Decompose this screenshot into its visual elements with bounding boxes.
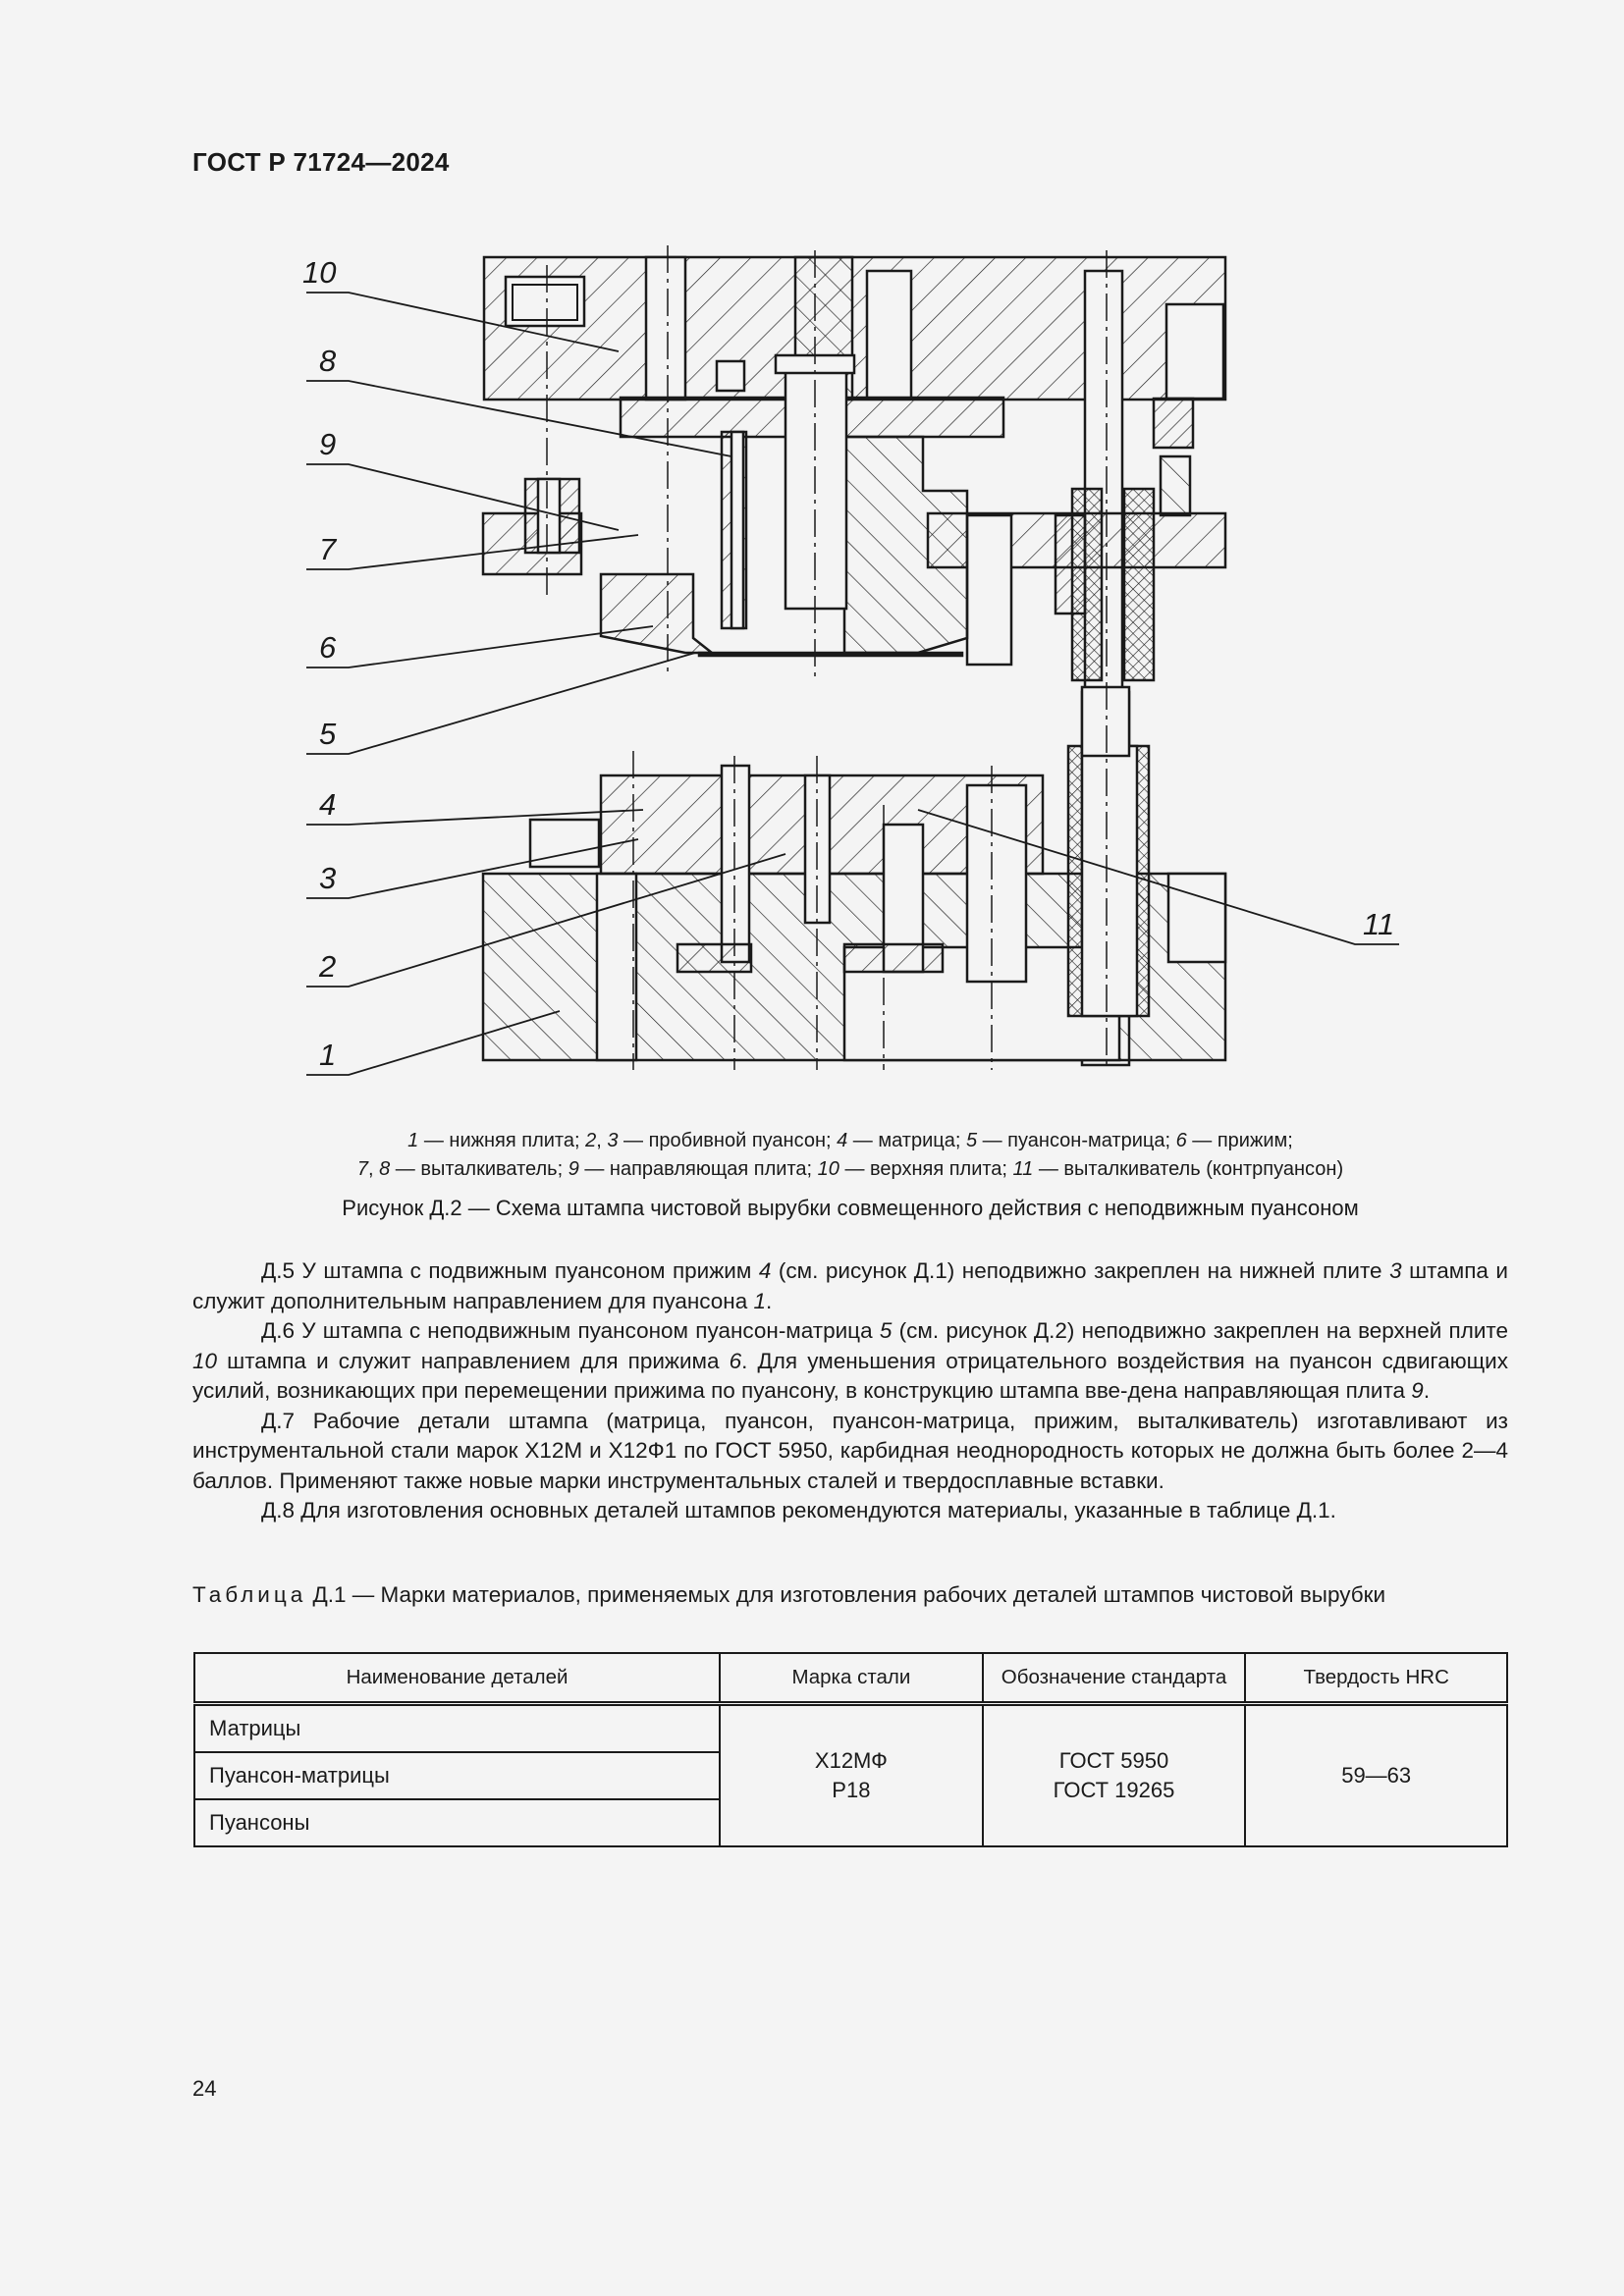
legend-item-number: 7 — [356, 1158, 368, 1180]
legend-item-text: — выталкиватель (контрпуансон) — [1033, 1158, 1344, 1180]
reference-number: 6 — [729, 1348, 742, 1373]
lower-die-assembly — [483, 687, 1225, 1060]
reference-number: 5 — [879, 1318, 893, 1343]
paragraph-d7 — [192, 1407, 1508, 1497]
reference-number: 3 — [1389, 1258, 1402, 1283]
legend-item-text: , — [596, 1130, 608, 1151]
paragraph-text: Д.7 Рабочие детали штампа (матрица, пуансон, пуансон-матрица, прижим, выталкиватель) изготавливают из инструментальной стали марок Х12М и Х12Ф1 по ГОСТ 5950, карбидная неоднородность которых не должна быть более 2—4 баллов. Применяют также новые марки инструментальных сталей и твердосплавные вставки. — [192, 1408, 1508, 1493]
legend-item-number: 8 — [379, 1158, 391, 1180]
legend-item-number: 2 — [585, 1130, 597, 1151]
hardness-cell: 59—63 — [1245, 1704, 1507, 1847]
header-part-name: Наименование деталей — [194, 1653, 720, 1704]
table-header-row — [194, 1653, 1507, 1704]
legend-item-text: — нижняя плита; — [418, 1130, 586, 1151]
figure-legend-line-1 — [192, 1127, 1508, 1155]
table-label: Таблица — [192, 1582, 307, 1607]
reference-number: 9 — [1411, 1378, 1424, 1403]
legend-item-text: , — [367, 1158, 380, 1180]
legend-item-text: — пуансон-матрица; — [977, 1130, 1176, 1151]
paragraph-text: (см. рисунок Д.2) неподвижно закреплен на верхней плите — [892, 1318, 1509, 1343]
callout-3: 3 — [319, 861, 337, 895]
paragraph-text: (см. рисунок Д.1) неподвижно закреплен на нижней плите — [771, 1258, 1390, 1283]
table-row — [194, 1704, 1507, 1753]
legend-item-number: 5 — [965, 1130, 978, 1151]
part-name-cell: Пуансон-матрицы — [194, 1752, 720, 1799]
paragraph-d6 — [192, 1316, 1508, 1407]
paragraph-text: штампа и служит направлением для прижима — [217, 1348, 730, 1373]
legend-item-text: — верхняя плита; — [839, 1158, 1013, 1180]
legend-item-number: 4 — [837, 1130, 848, 1151]
paragraph-text: Д.8 Для изготовления основных деталей штампов рекомендуются материалы, указанные в таблице Д.1. — [261, 1498, 1336, 1522]
paragraph-text: Д.6 У штампа с неподвижным пуансоном пуансон-матрица — [261, 1318, 880, 1343]
reference-number: 4 — [758, 1258, 772, 1283]
standard-1: ГОСТ 5950 — [1058, 1748, 1169, 1773]
figure-title: Рисунок Д.2 — Схема штампа чистовой вырубки совмещенного действия с неподвижным пуансоном — [342, 1196, 1359, 1220]
callout-5: 5 — [319, 717, 337, 751]
legend-item-number: 9 — [568, 1158, 579, 1180]
document-header: ГОСТ Р 71724—2024 — [192, 147, 450, 177]
materials-table — [193, 1652, 1508, 1847]
body-text — [192, 1256, 1508, 1526]
callout-10: 10 — [302, 255, 337, 290]
table-title-text: Д.1 — Марки материалов, применяемых для изготовления рабочих деталей штампов чистовой вырубки — [306, 1582, 1386, 1607]
callout-2: 2 — [319, 949, 337, 984]
callout-9: 9 — [319, 427, 337, 461]
part-name-cell: Пуансоны — [194, 1799, 720, 1846]
legend-item-number: 1 — [407, 1130, 419, 1151]
page-number: 24 — [192, 2076, 217, 2101]
figure-legend — [192, 1127, 1508, 1184]
callout-8: 8 — [319, 344, 337, 378]
legend-item-text: — выталкиватель; — [390, 1158, 568, 1180]
part-name-cell: Матрицы — [194, 1704, 720, 1753]
callout-7: 7 — [319, 532, 337, 566]
standard-cell — [983, 1704, 1246, 1847]
blankholder-6 — [601, 574, 712, 653]
steel-grade-2: Р18 — [832, 1778, 871, 1802]
legend-item-number: 6 — [1175, 1130, 1187, 1151]
die-cross-section-drawing — [285, 245, 1424, 1080]
reference-number: 1 — [753, 1288, 767, 1313]
standard-2: ГОСТ 19265 — [1053, 1778, 1175, 1802]
legend-item-text: — пробивной пуансон; — [618, 1130, 838, 1151]
legend-item-text: — направляющая плита; — [578, 1158, 818, 1180]
callout-6: 6 — [319, 630, 337, 665]
steel-grade-1: Х12МФ — [814, 1748, 888, 1773]
paragraph-text: штампа и служит дополнительным направлением для пуансона — [192, 1258, 1508, 1313]
legend-item-text: — матрица; — [847, 1130, 966, 1151]
header-steel-grade: Марка стали — [720, 1653, 983, 1704]
figure-legend-line-2 — [192, 1155, 1508, 1184]
reference-number: 10 — [192, 1348, 218, 1373]
legend-item-text: — прижим; — [1186, 1130, 1293, 1151]
steel-grade-cell — [720, 1704, 983, 1847]
callout-4: 4 — [319, 787, 337, 822]
header-hardness: Твердость HRC — [1245, 1653, 1507, 1704]
legend-item-number: 3 — [607, 1130, 619, 1151]
header-standard: Обозначение стандарта — [983, 1653, 1246, 1704]
paragraph-d5 — [192, 1256, 1508, 1316]
paragraph-text: Д.5 У штампа с подвижным пуансоном прижим — [261, 1258, 759, 1283]
callout-1: 1 — [319, 1038, 337, 1072]
legend-item-number: 10 — [817, 1158, 839, 1180]
callout-11: 11 — [1363, 907, 1395, 941]
paragraph-text: . — [766, 1288, 773, 1313]
table-title — [192, 1580, 1508, 1610]
punch-die-5 — [785, 363, 846, 609]
legend-item-number: 11 — [1012, 1158, 1034, 1180]
paragraph-d8 — [192, 1496, 1508, 1526]
paragraph-text: . — [1423, 1378, 1431, 1403]
paragraph-text: . Для уменьшения отрицательного воздействия на пуансон сдвигающих усилий, возникающих при перемещении прижима по пуансону, в конструкцию штампа вве-дена направляющая плита — [192, 1348, 1508, 1403]
